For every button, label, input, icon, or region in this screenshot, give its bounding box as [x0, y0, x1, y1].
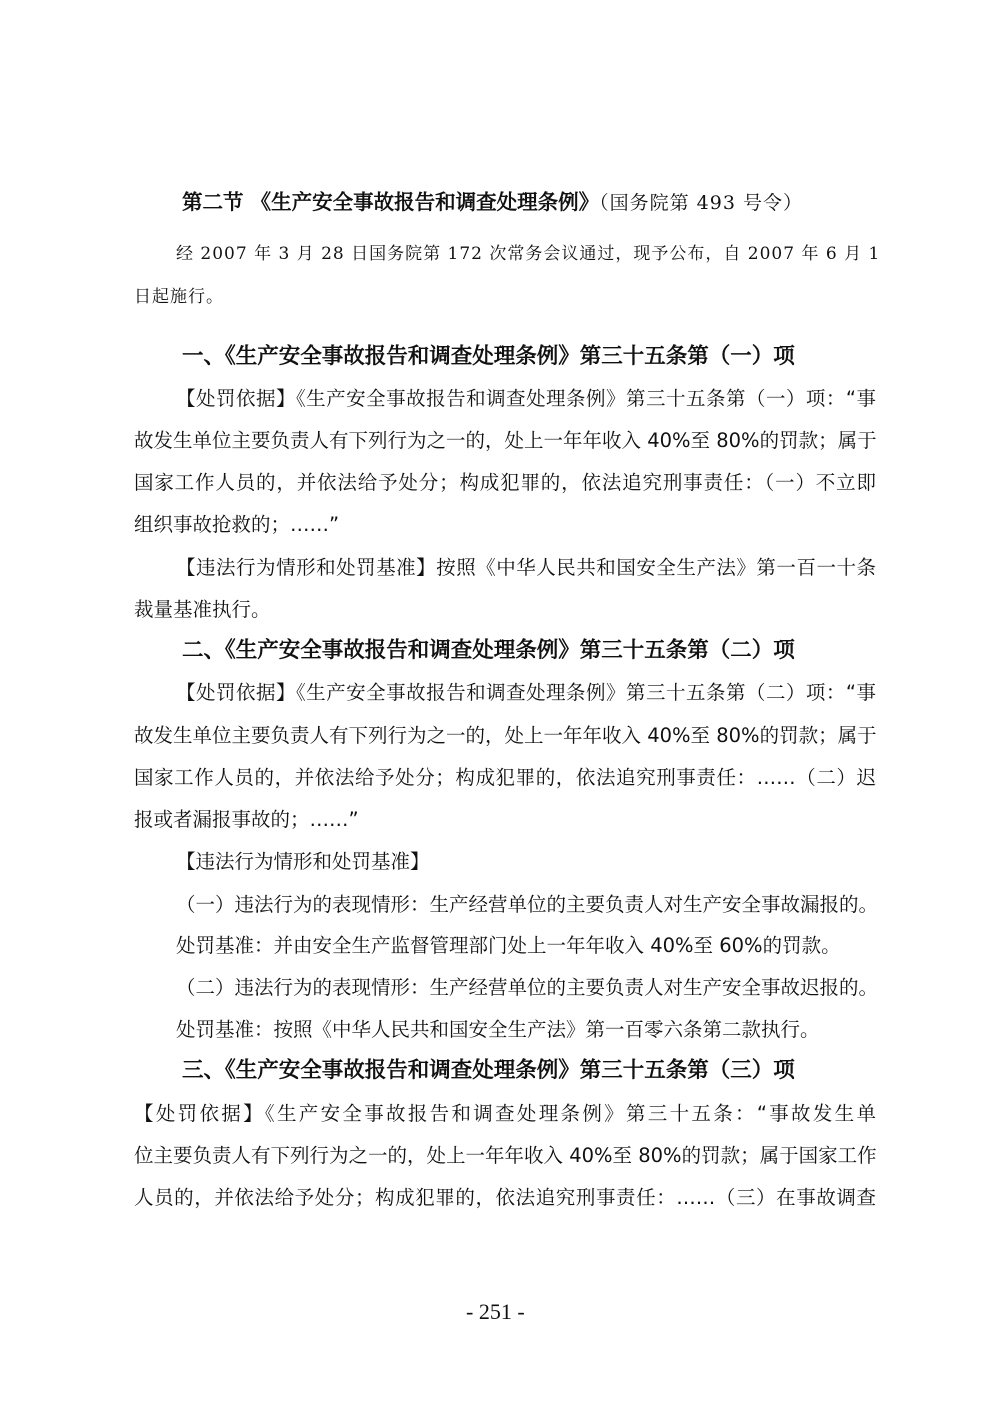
item2-heading: 二、《生产安全事故报告和调查处理条例》第三十五条第（二）项 — [182, 638, 795, 663]
item1-standard-line-1: 【违法行为情形和处罚基准】按照《中华人民共和国安全生产法》第一百一十条 — [176, 556, 876, 579]
item1-basis-line-3: 国家工作人员的，并依法给予处分；构成犯罪的，依法追究刑事责任：（一）不立即 — [134, 471, 876, 494]
section-title — [182, 182, 803, 222]
item1-heading: 一、《生产安全事故报告和调查处理条例》第三十五条第（一）项 — [182, 344, 795, 369]
item2-basis-line-3: 国家工作人员的，并依法给予处分；构成犯罪的，依法追究刑事责任：……（二）迟 — [134, 766, 876, 789]
item2-case-1: （一）违法行为的表现情形：生产经营单位的主要负责人对生产安全事故漏报的。 — [176, 893, 879, 916]
item1-basis-line-1: 【处罚依据】《生产安全事故报告和调查处理条例》第三十五条第（一）项：“事 — [176, 387, 876, 410]
item2-basis-line-2: 故发生单位主要负责人有下列行为之一的，处上一年年收入 40%至 80%的罚款；属于 — [134, 724, 877, 747]
section-order-number: （国务院第 493 号令） — [599, 192, 803, 214]
item3-basis-line-3: 人员的，并依法给予处分；构成犯罪的，依法追究刑事责任：……（三）在事故调查 — [134, 1186, 876, 1209]
item2-standard-label: 【违法行为情形和处罚基准】 — [176, 850, 430, 873]
item3-basis-line-1: 【处罚依据】《生产安全事故报告和调查处理条例》第三十五条：“事故发生单 — [134, 1102, 876, 1125]
item2-basis-line-4: 报或者漏报事故的；……” — [134, 808, 359, 831]
item3-basis-line-2: 位主要负责人有下列行为之一的，处上一年年收入 40%至 80%的罚款；属于国家工作 — [134, 1144, 877, 1167]
item1-basis-line-2: 故发生单位主要负责人有下列行为之一的，处上一年年收入 40%至 80%的罚款；属于 — [134, 429, 877, 452]
item2-case-2: （二）违法行为的表现情形：生产经营单位的主要负责人对生产安全事故迟报的。 — [176, 976, 879, 999]
intro-line-2: 日起施行。 — [134, 287, 224, 307]
page-number: - 251 - — [466, 1299, 525, 1324]
item1-basis-line-4: 组织事故抢救的；……” — [134, 513, 340, 536]
intro-line-1: 经 2007 年 3 月 28 日国务院第 172 次常务会议通过，现予公布，自 2007 年 6 月 1 — [176, 244, 881, 264]
item2-case-2-penalty: 处罚基准：按照《中华人民共和国安全生产法》第一百零六条第二款执行。 — [176, 1018, 820, 1041]
item1-standard-line-2: 裁量基准执行。 — [134, 598, 271, 621]
item2-basis-line-1: 【处罚依据】《生产安全事故报告和调查处理条例》第三十五条第（二）项：“事 — [176, 681, 876, 704]
section-title-main: 第二节 《生产安全事故报告和调查处理条例》 — [182, 190, 600, 214]
item3-heading: 三、《生产安全事故报告和调查处理条例》第三十五条第（三）项 — [182, 1058, 795, 1083]
item2-case-1-penalty: 处罚基准：并由安全生产监督管理部门处上一年年收入 40%至 60%的罚款。 — [176, 934, 841, 957]
